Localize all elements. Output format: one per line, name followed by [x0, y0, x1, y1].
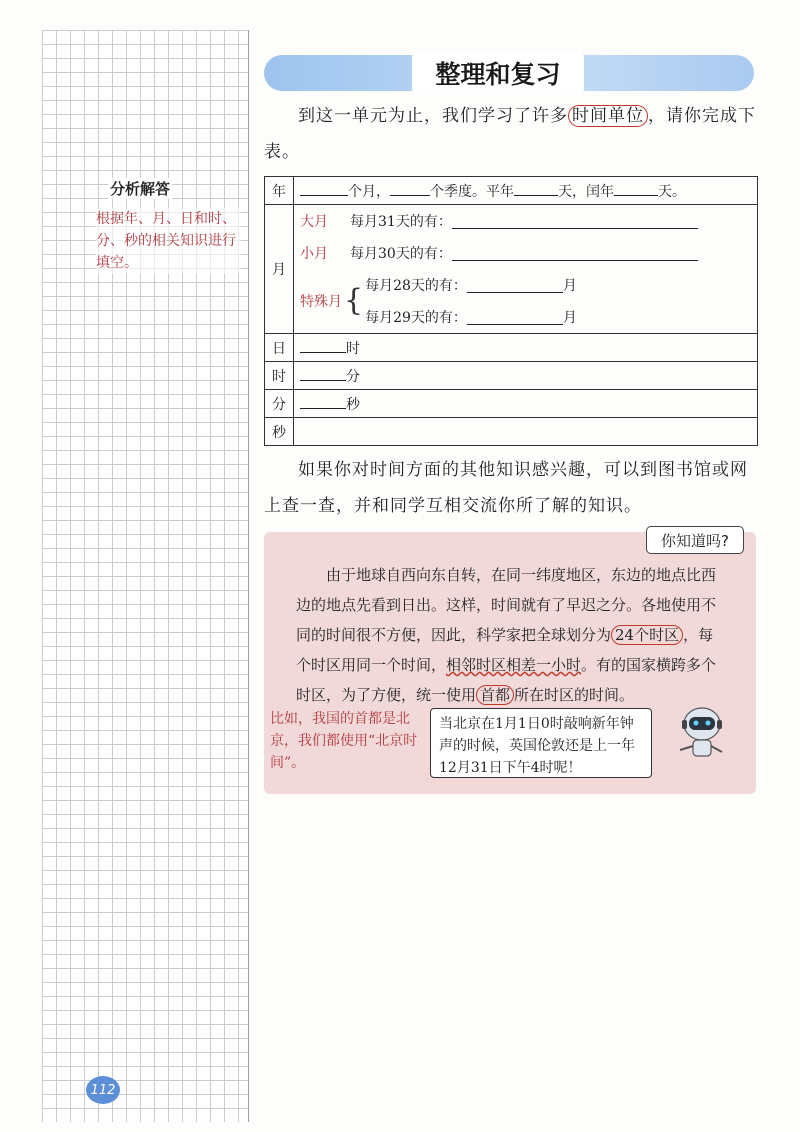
- blank[interactable]: [614, 181, 658, 196]
- big-month-label: 大月: [300, 214, 328, 230]
- unit-minute: 分: [346, 368, 360, 385]
- row-header-minute: 分: [265, 390, 294, 418]
- blank[interactable]: [514, 181, 558, 196]
- analysis-text: 根据年、月、日和时、分、秒的相关知识进行填空。: [96, 208, 241, 274]
- year-text-4: 天。: [658, 183, 686, 200]
- page-title: 整理和复习: [412, 52, 584, 94]
- table-row: [265, 418, 758, 446]
- row-header-hour: 时: [265, 362, 294, 390]
- row-header-second: 秒: [265, 418, 294, 446]
- small-month-label: 小月: [300, 246, 328, 262]
- robot-icon: [676, 704, 728, 762]
- blank[interactable]: [452, 214, 698, 229]
- year-text-1: 个月，: [348, 183, 390, 200]
- table-row: [265, 205, 758, 334]
- unit-month: 月: [562, 278, 577, 294]
- row-header-year: 年: [265, 177, 294, 205]
- small-month-text: 每月30天的有：: [350, 246, 452, 262]
- blank[interactable]: [452, 246, 698, 261]
- table-row: [265, 177, 758, 205]
- page-number: 112: [86, 1076, 120, 1104]
- speech-bubble: 当北京在1月1日0时敲响新年钟声的时候，英国伦敦还是上一年12月31日下午4时呢！: [430, 708, 652, 778]
- info-text-3: 。有的国家横跨多个时区，为了方便，统一使用: [296, 656, 717, 704]
- time-units-table: [264, 176, 758, 446]
- blank[interactable]: [300, 394, 346, 409]
- info-text-2: ，每个时区用同一个时间，: [296, 626, 714, 674]
- blank[interactable]: [467, 278, 563, 293]
- special-month-label: 特殊月: [300, 294, 342, 310]
- unit-second: 秒: [346, 396, 360, 413]
- info-highlight-difference: 相邻时区相差一小时: [446, 656, 582, 674]
- year-text-2: 个季度。平年: [430, 183, 514, 200]
- big-month-text: 每月31天的有：: [350, 214, 452, 230]
- did-you-know-tag: 你知道吗?: [646, 526, 744, 554]
- brace: {: [344, 283, 364, 318]
- row-header-day: 日: [265, 334, 294, 362]
- intro-paragraph: [264, 98, 758, 170]
- info-text-1: 由于地球自西向东自转，在同一纬度地区，东边的地点比西边的地点先看到日出。这样，时间就有了早迟之分。各地使用不同的时间很不方便，因此，科学家把全球划分为: [296, 566, 717, 644]
- info-highlight-capital: 首都: [476, 685, 514, 705]
- explore-paragraph: 如果你对时间方面的其他知识感兴趣，可以到图书馆或网上查一查，并和同学互相交流你所了解的知识。: [264, 460, 748, 516]
- month-cell: [294, 205, 758, 334]
- beijing-time-note: 比如，我国的首都是北京，我们都使用“北京时间”。: [270, 711, 418, 771]
- row-header-month: 月: [265, 205, 294, 334]
- info-text-4: 所在时区的时间。: [514, 686, 635, 704]
- blank[interactable]: [390, 181, 430, 196]
- blank[interactable]: [300, 366, 346, 381]
- info-highlight-timezones: 24个时区: [611, 625, 683, 645]
- special-29-text: 每月29天的有：: [365, 310, 467, 326]
- table-row: [265, 390, 758, 418]
- blank[interactable]: [300, 338, 346, 353]
- intro-before: 到这一单元为止，我们学习了许多: [298, 106, 568, 126]
- unit-hour: 时: [346, 340, 360, 357]
- unit-month: 月: [562, 310, 577, 326]
- table-row: [265, 362, 758, 390]
- blank[interactable]: [467, 310, 563, 325]
- year-text-3: 天，闰年: [558, 183, 614, 200]
- special-28-text: 每月28天的有：: [365, 278, 467, 294]
- analysis-title: 分析解答: [110, 180, 171, 198]
- year-cell: [294, 177, 758, 205]
- table-row: [265, 334, 758, 362]
- intro-highlight: 时间单位: [568, 105, 648, 127]
- second-cell: [294, 418, 758, 446]
- intro-after: ，请你完成下表。: [264, 106, 756, 162]
- info-text: [296, 560, 726, 710]
- blank[interactable]: [300, 181, 348, 196]
